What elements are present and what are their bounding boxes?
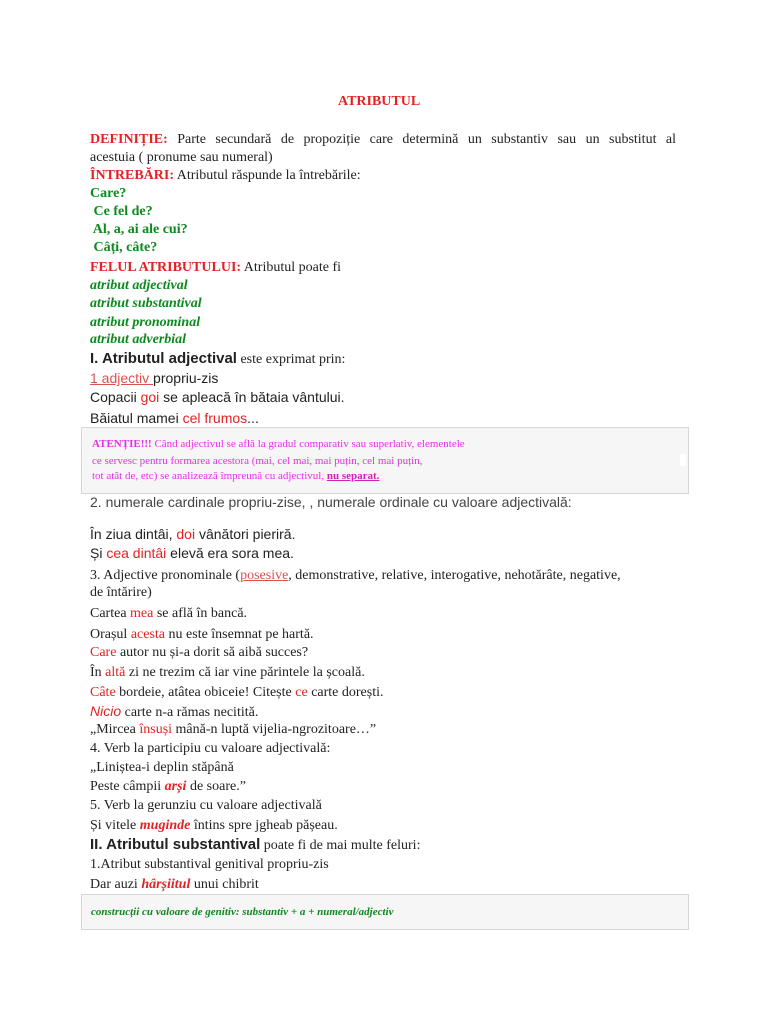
question-item: Câți, câte?	[90, 240, 158, 255]
type-item: atribut substantival	[90, 296, 202, 311]
scroll-marker[interactable]	[680, 454, 686, 466]
genitive-note-text: construcții cu valoare de genitiv: substantiv + a + numeral/adjectiv	[91, 906, 394, 918]
example-line: Nicio carte n-a rămas necitită.	[90, 703, 259, 720]
questions-intro: Atributul răspunde la întrebările:	[176, 168, 361, 183]
example-line: În ziua dintâi, doi vânători pieriră.	[90, 526, 296, 542]
definition-line-2: acestuia ( pronume sau numeral)	[90, 150, 273, 165]
definition-line-1	[90, 131, 676, 149]
example-line: „Mircea însuși mână-n luptă vijelia-ngrozitoare…”	[90, 722, 377, 737]
note-line-1: ATENȚIE!!! Când adjectivul se află la gradul comparativ sau superlativ, elementele	[92, 438, 465, 450]
note-line-3: tot atât de, etc) se analizează împreună cu adjectivul, nu separat.	[92, 470, 380, 482]
example-line: În altă zi ne trezim că iar vine părintele la școală.	[90, 665, 365, 680]
question-item: Ce fel de?	[90, 204, 153, 219]
section-1-point-1: 1 adjectiv propriu-zis	[90, 370, 219, 386]
types-line	[90, 259, 341, 277]
questions-line	[90, 167, 361, 185]
example-line: Cartea mea se află în bancă.	[90, 606, 248, 621]
example-line: Și vitele mugindе întins spre jgheab pășeau.	[90, 818, 338, 833]
type-item: atribut adverbial	[90, 332, 187, 347]
types-intro: Atributul poate fi	[243, 260, 341, 275]
example-line: „Liniștea-i deplin stăpână	[90, 760, 234, 775]
type-item: atribut pronominal	[90, 315, 201, 330]
question-item: Care?	[90, 186, 127, 201]
example-line: Care autor nu și-a dorit să aibă succes?	[90, 645, 309, 660]
definition-text: Parte secundară de propoziție care determină un substantiv sau un substitut al	[177, 132, 676, 147]
genitival-line: 1.Atribut substantival genitival propriu-zis	[90, 857, 329, 872]
page-title: ATRIBUTUL	[338, 94, 421, 109]
participle-line: 4. Verb la participiu cu valoare adjectivală:	[90, 741, 331, 756]
adjective-link[interactable]: 1 adjectiv	[90, 370, 154, 386]
pronominal-line: 3. Adjective pronominale (posesive, demonstrative, relative, interogative, nehotărâte, negative,	[90, 568, 621, 583]
example-line: Și cea dintâi elevă era sora mea.	[90, 545, 294, 561]
section-2-heading: II. Atributul substantival poate fi de mai multe feluri:	[90, 836, 421, 853]
example-line: Câte bordeie, atâtea obiceie! Citește ce carte dorești.	[90, 685, 384, 700]
questions-label: ÎNTREBĂRI:	[90, 168, 175, 183]
example-line: Băiatul mamei cel frumos...	[90, 410, 259, 426]
example-line: Copacii goi se apleacă în bătaia vântului.	[90, 389, 345, 405]
types-label: FELUL ATRIBUTULUI:	[90, 260, 242, 275]
attention-note-box	[81, 427, 689, 494]
note-line-2: ce servesc pentru formarea acestora (mai, cel mai, mai puțin, cel mai puțin,	[92, 455, 423, 467]
gerund-line: 5. Verb la gerunziu cu valoare adjectivală	[90, 798, 322, 813]
example-line: Dar auzi hârșiitul unui chibrit	[90, 877, 259, 892]
example-line: Peste câmpii arși de soare.”	[90, 779, 246, 794]
example-line: Orașul acesta nu este însemnat pe hartă.	[90, 627, 314, 642]
posesive-link[interactable]: posesive	[240, 568, 289, 583]
pronominal-line-2: de întărire)	[90, 585, 152, 600]
numerals-line: 2. numerale cardinale propriu-zise, , numerale ordinale cu valoare adjectivală:	[90, 494, 572, 510]
type-item: atribut adjectival	[90, 278, 188, 293]
genitive-note-box	[81, 894, 689, 930]
definition-label: DEFINIȚIE:	[90, 132, 168, 147]
question-item: Al, a, ai ale cui?	[90, 222, 188, 237]
section-1-heading: I. Atributul adjectival este exprimat prin:	[90, 350, 346, 367]
